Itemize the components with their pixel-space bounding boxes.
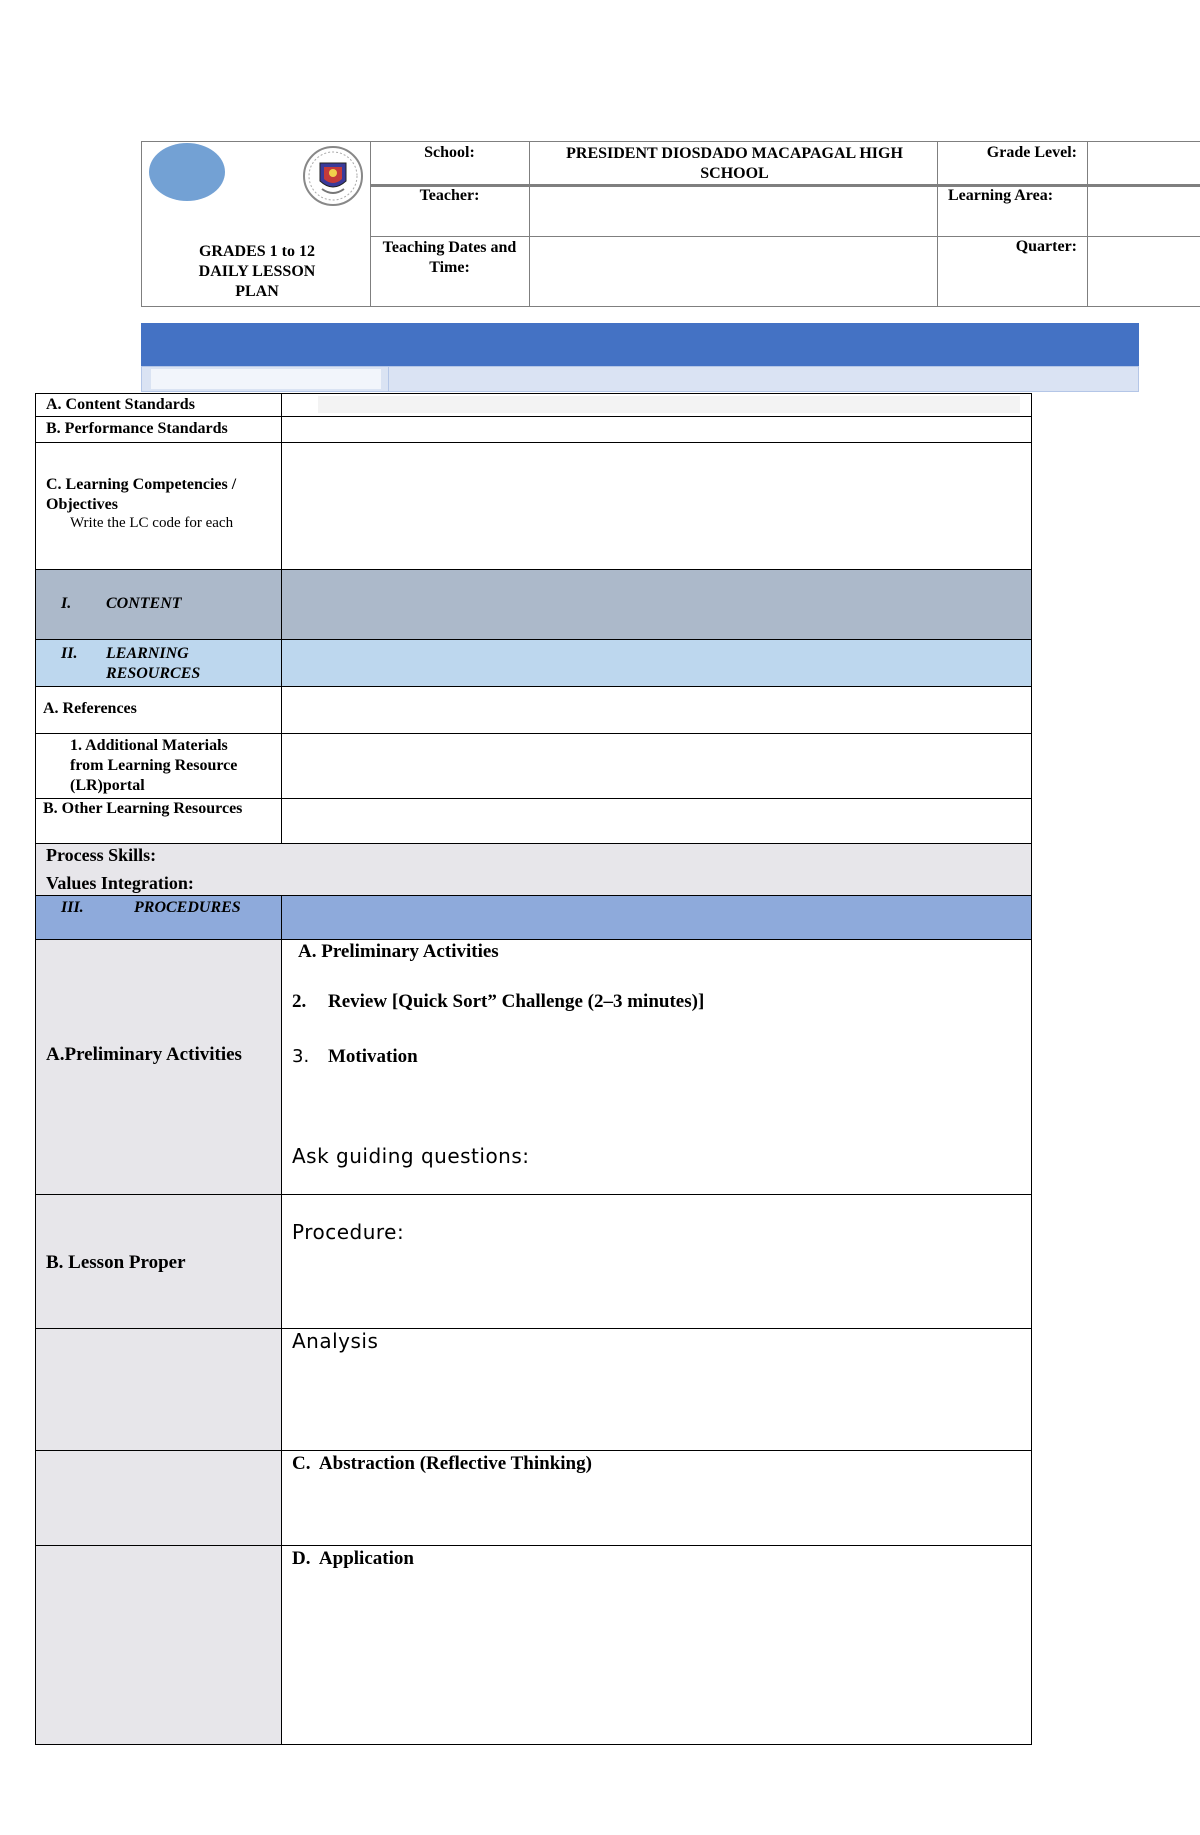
row-references <box>35 687 1032 734</box>
section-light-bar <box>141 366 1139 392</box>
content-standards-field[interactable] <box>282 394 1031 416</box>
learning-area-label: Learning Area: <box>948 187 1054 204</box>
lesson-proper-label: B. Lesson Proper <box>46 1252 186 1273</box>
row-performance-standards <box>35 417 1032 443</box>
review-num: 2. <box>292 991 307 1012</box>
motivation-item: Motivation <box>328 1046 418 1067</box>
other-resources-field[interactable] <box>282 799 1031 843</box>
row-procedures <box>35 896 1032 940</box>
application-field[interactable] <box>282 1546 1031 1744</box>
teaching-dates-field[interactable] <box>530 237 937 306</box>
grades-title: GRADES 1 to 12 DAILY LESSON PLAN <box>198 243 316 300</box>
performance-standards-label: B. Performance Standards <box>46 420 228 437</box>
quarter-field[interactable] <box>1088 237 1200 306</box>
row-process-skills <box>35 844 1032 896</box>
section-blue-bar <box>141 323 1139 366</box>
additional-materials-label: 1. Additional Materials from Learning Resource (LR)portal <box>70 737 238 794</box>
preliminary-field[interactable] <box>282 940 1031 1194</box>
review-item: Review [Quick Sort” Challenge (2–3 minutes)] <box>328 991 705 1012</box>
header-table <box>141 141 1200 307</box>
procedures-title: PROCEDURES <box>134 899 241 916</box>
motivation-num: 3. <box>292 1046 310 1067</box>
quarter-label: Quarter: <box>1015 238 1077 255</box>
learning-resources-title: LEARNING RESOURCES <box>106 645 201 682</box>
other-resources-label: B. Other Learning Resources <box>43 800 243 817</box>
procedures-field[interactable] <box>282 896 1031 939</box>
abstraction-label: C. Abstraction (Reflective Thinking) <box>292 1453 592 1474</box>
school-logo-oval <box>149 143 225 201</box>
learning-competencies-field[interactable] <box>282 443 1031 569</box>
grade-level-label: Grade Level: <box>986 144 1077 161</box>
school-label: School: <box>424 144 475 161</box>
content-num: I. <box>61 595 72 612</box>
lesson-proper-field[interactable] <box>282 1195 1031 1328</box>
learning-resources-field[interactable] <box>282 640 1031 686</box>
lc-code-note: Write the LC code for each <box>70 515 234 531</box>
values-integration-label: Values Integration: <box>46 873 194 893</box>
process-skills-label: Process Skills: <box>46 845 157 865</box>
row-application <box>35 1546 1032 1745</box>
row-content-standards <box>35 393 1032 417</box>
school-value: PRESIDENT DIOSDADO MACAPAGAL HIGH SCHOOL <box>566 145 903 182</box>
analysis-field[interactable] <box>282 1329 1031 1450</box>
references-label: A. References <box>43 700 137 717</box>
learning-resources-num: II. <box>61 645 78 662</box>
analysis-label: Analysis <box>292 1329 379 1353</box>
row-learning-resources <box>35 640 1032 687</box>
guiding-questions: Ask guiding questions: <box>292 1144 530 1168</box>
row-preliminary-activities <box>35 940 1032 1195</box>
grade-level-field[interactable] <box>1088 142 1200 184</box>
abstraction-field[interactable] <box>282 1451 1031 1545</box>
performance-standards-field[interactable] <box>282 417 1031 442</box>
content-standards-label: A. Content Standards <box>46 396 195 413</box>
row-abstraction <box>35 1451 1032 1546</box>
learning-competencies-label: C. Learning Competencies / Objectives <box>46 476 237 513</box>
additional-materials-field[interactable] <box>282 734 1031 798</box>
row-content <box>35 570 1032 640</box>
content-title: CONTENT <box>106 595 182 612</box>
teaching-dates-label: Teaching Dates and Time: <box>382 239 517 276</box>
row-analysis <box>35 1329 1032 1451</box>
references-field[interactable] <box>282 687 1031 733</box>
preliminary-label: A.Preliminary Activities <box>46 1044 242 1065</box>
row-additional-materials <box>35 734 1032 799</box>
row-lesson-proper <box>35 1195 1032 1329</box>
application-label: D. Application <box>292 1548 414 1569</box>
row-learning-competencies <box>35 443 1032 570</box>
content-field[interactable] <box>282 570 1031 639</box>
deped-seal-icon <box>302 145 364 207</box>
row-other-resources <box>35 799 1032 844</box>
teacher-field[interactable] <box>530 187 937 236</box>
procedure-label: Procedure: <box>292 1220 405 1244</box>
teacher-label: Teacher: <box>419 187 480 204</box>
learning-area-field[interactable] <box>1088 187 1200 236</box>
procedures-num: III. <box>61 899 84 916</box>
preliminary-heading: A. Preliminary Activities <box>298 941 499 962</box>
